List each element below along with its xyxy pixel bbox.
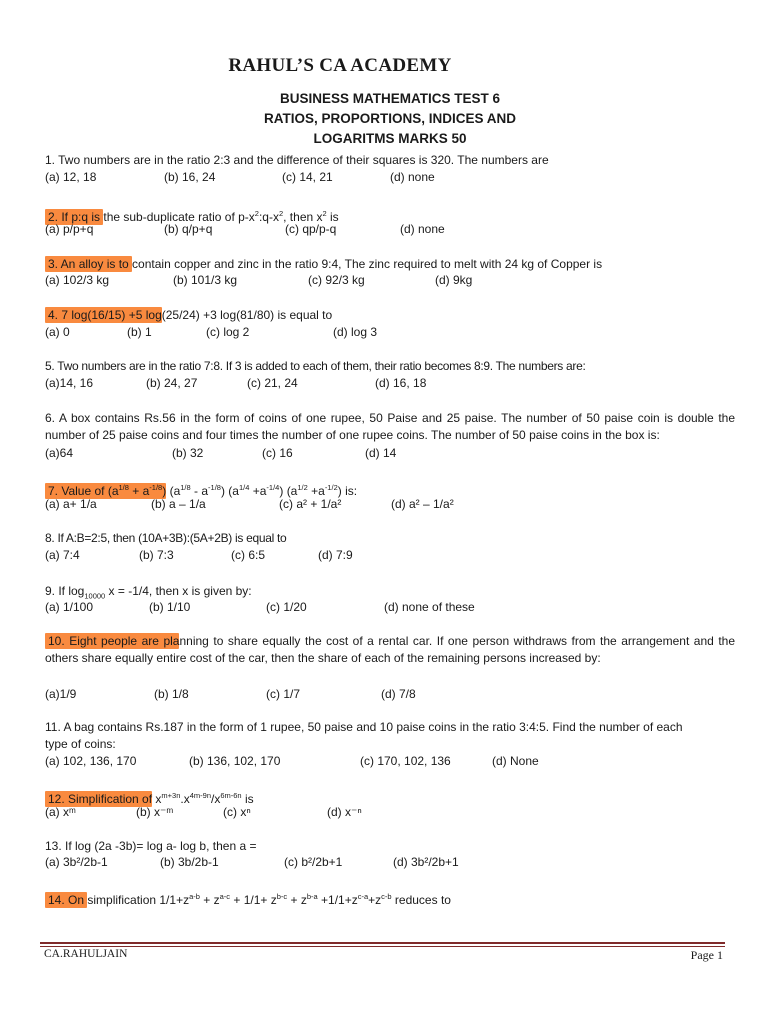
option-d: (d) log 3 <box>333 325 378 339</box>
question-6: 6. A box contains Rs.56 in the form of coins of one rupee, 50 Paise and 25 paise. The number of 50 paise coin is double the number of 25 paise coins and four times the number of one rupee coins. The number of 50 paise coins in the box is: <box>45 411 735 442</box>
question-10: 10. Eight people are planning to share equally the cost of a rental car. If one person withdraws from the arrangement and the others share equally entire cost of the car, then the share of each of the remaining persons increased by: <box>45 634 736 665</box>
option-c: (c) 92/3 kg <box>308 273 365 287</box>
question-13: 13. If log (2a -3b)= log a- log b, then a = <box>45 839 257 853</box>
option-a: (a)64 <box>45 446 74 460</box>
option-d: (d) 14 <box>365 446 397 460</box>
option-b: (b) 136, 102, 170 <box>189 754 281 768</box>
options-q10 <box>45 687 735 704</box>
options-q5 <box>45 376 735 393</box>
option-d: (d) none of these <box>384 600 475 614</box>
option-a: (a) 1/100 <box>45 600 94 614</box>
question-1: 1. Two numbers are in the ratio 2:3 and the difference of their squares is 320. The numbers are <box>45 153 549 167</box>
option-c: (c) 16 <box>262 446 293 460</box>
option-c: (c) 1/20 <box>266 600 307 614</box>
option-c: (c) log 2 <box>206 325 250 339</box>
page-number: Page 1 <box>690 948 723 962</box>
option-c: (c) 6:5 <box>231 548 266 562</box>
question-7: 7. Value of $(a^{1/8} + a^{-1/8})$ $(a^{1/8} - a^{-1/8})$ $(a^{1/4} +a^{-1/4})$ $(a^{1/2} +a^{-1/2})$ is: <box>45 479 735 500</box>
option-d: (d) 3b²/2b+1 <box>393 855 459 869</box>
option-d: (d) 7:9 <box>318 548 353 562</box>
test-title: BUSINESS MATHEMATICS TEST 6 <box>279 91 500 106</box>
highlight: 14. On <box>45 892 87 908</box>
option-a: (a) 102/3 kg <box>45 273 110 287</box>
option-c: (c) 21, 24 <box>247 376 298 390</box>
option-a: (a) xᵐ <box>45 805 76 819</box>
options-q13 <box>45 855 735 872</box>
highlight: 2. If p:q is <box>45 209 103 225</box>
option-b: (b) 1/8 <box>154 687 189 701</box>
option-c: (c) xⁿ <box>223 805 251 819</box>
option-a: (a) 0 <box>45 325 70 339</box>
highlight: 4. 7 log(16/15) +5 log <box>45 307 162 323</box>
option-d: (d) 7/8 <box>381 687 416 701</box>
option-b: (b) a – 1/a <box>151 497 206 511</box>
option-b: (b) 7:3 <box>139 548 174 562</box>
subtitle-line-1: RATIOS, PROPORTIONS, INDICES AND <box>263 111 517 126</box>
option-c: (c) 170, 102, 136 <box>360 754 451 768</box>
footer-rule <box>40 942 725 944</box>
option-a: (a) 12, 18 <box>45 170 97 184</box>
option-c: (c) 14, 21 <box>282 170 333 184</box>
question-9: 9. If $\log_{10000} x = -1/4$, then x is given by: <box>45 584 252 601</box>
option-d: (d) none <box>400 222 445 236</box>
option-b: (b) 101/3 kg <box>173 273 238 287</box>
option-d: (d) none <box>390 170 435 184</box>
option-b: (b) x⁻ᵐ <box>136 805 174 819</box>
option-d: (d) 16, 18 <box>375 376 427 390</box>
subtitle-line-2: LOGARITMS MARKS 50 <box>313 131 467 146</box>
options-q1 <box>45 170 735 187</box>
option-b: (b) 32 <box>172 446 204 460</box>
question-3: 3. An alloy is to contain copper and zinc in the ratio 9:4, The zinc required to melt with 24 kg of Copper is <box>45 256 735 273</box>
question-2: 2. If p:q is the sub-duplicate ratio of $p-x^2:q-x^2$, then $x^2$ is <box>45 205 735 226</box>
option-b: (b) 1/10 <box>149 600 191 614</box>
question-8: 8. If A:B=2:5, then (10A+3B):(5A+2B) is equal to <box>45 531 287 545</box>
option-b: (b) 1 <box>127 325 152 339</box>
options-q7 <box>45 497 735 514</box>
option-a: (a)14, 16 <box>45 376 94 390</box>
option-d: (d) a² – 1/a² <box>391 497 454 511</box>
options-q8 <box>45 548 735 565</box>
option-b: (b) q/p+q <box>164 222 213 236</box>
option-a: (a) 102, 136, 170 <box>45 754 137 768</box>
option-b: (b) 24, 27 <box>146 376 198 390</box>
option-d: (d) 9kg <box>435 273 473 287</box>
options-q3 <box>45 273 735 290</box>
question-14: 14. On simplification $1/1+z^{a-b} + z^{a-c} + 1/1+ z^{b-c} + z^{b-a} +1/1+z^{c-a}+z^{c-b}$ reduces to <box>45 888 735 909</box>
footer-rule-thin <box>40 946 725 947</box>
options-q9 <box>45 600 735 617</box>
question-11: 11. A bag contains Rs.187 in the form of 1 rupee, 50 paise and 10 paise coins in the ratio 3:4:5. Find the number of each type of coins: <box>45 720 683 751</box>
footer-author: CA.RAHULJAIN <box>44 948 128 960</box>
question-5: 5. Two numbers are in the ratio 7:8. If 3 is added to each of them, their ratio becomes 8:9. The numbers are: <box>45 359 586 373</box>
highlight: 10. Eight people are pla <box>45 633 179 649</box>
options-q12 <box>45 805 735 822</box>
option-a: (a) 3b²/2b-1 <box>45 855 108 869</box>
option-d: (d) x⁻ⁿ <box>327 805 362 819</box>
option-c: (c) a² + 1/a² <box>279 497 342 511</box>
option-b: (b) 16, 24 <box>164 170 216 184</box>
highlight: 3. An alloy is to <box>45 256 132 272</box>
option-a: (a) a+ 1/a <box>45 497 97 511</box>
options-q6 <box>45 446 735 463</box>
question-4: 4. 7 log(16/15) +5 log(25/24) +3 log(81/80) is equal to <box>45 307 735 324</box>
option-b: (b) 3b/2b-1 <box>160 855 219 869</box>
options-q2 <box>45 222 735 239</box>
option-c: (c) qp/p-q <box>285 222 337 236</box>
option-a: (a) 7:4 <box>45 548 80 562</box>
option-a: (a)1/9 <box>45 687 77 701</box>
question-12: 12. Simplification of $x^{m+3n}.x^{4m-9n}/x^{6m-6n}$ is <box>45 787 735 808</box>
option-c: (c) 1/7 <box>266 687 301 701</box>
highlight: 12. Simplification of <box>45 791 152 807</box>
option-a: (a) p/p+q <box>45 222 94 236</box>
academy-title: RAHUL’S CA ACADEMY <box>228 55 452 76</box>
options-q4 <box>45 325 735 342</box>
option-c: (c) b²/2b+1 <box>284 855 343 869</box>
options-q11 <box>45 754 735 771</box>
option-d: (d) None <box>492 754 539 768</box>
highlight: 7. Value of $(a^{1/8} + a^{-1/8})$ <box>45 483 166 499</box>
